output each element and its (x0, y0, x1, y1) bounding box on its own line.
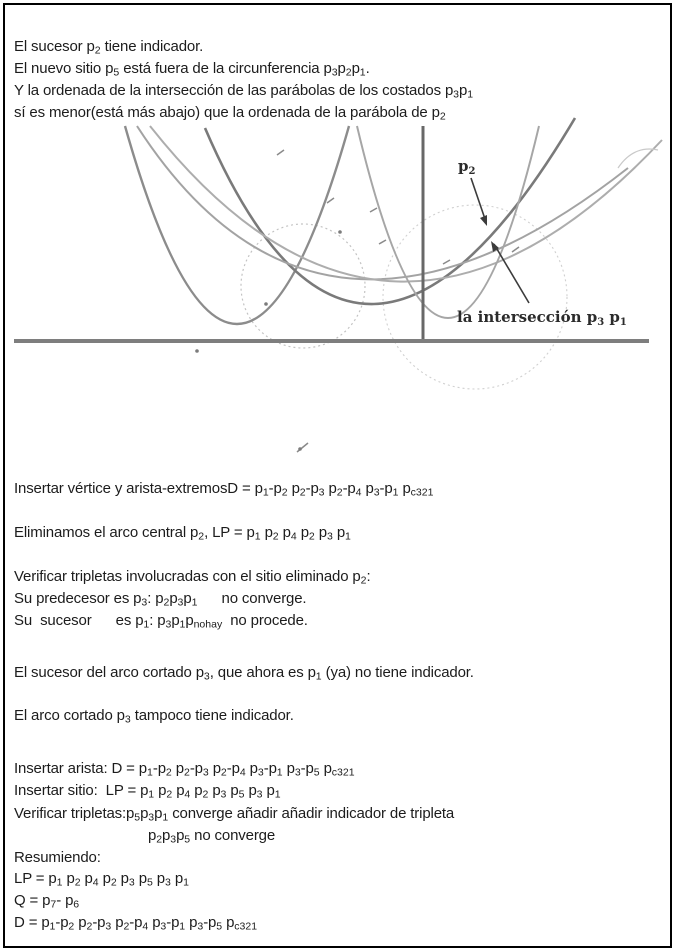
text-line: $Q = p_7-$ $p_6$ (14, 892, 80, 911)
text-line: Insertar arista: $D = p_1-p_2$ $p_2-p_3$ $p_2-p_4$ $p_3-p_1$ $p_3-p_5$ $p_{c321}$ (14, 760, 355, 779)
text-line: Su predecesor es $p_3$: $p_2p_3p_1$ no converge. (14, 590, 307, 609)
text-line: Insertar sitio: LP = $p_1$ $p_2$ $p_4$ $p_2$ $p_3$ $p_5$ $p_3$ $p_1$ (14, 782, 281, 801)
text-line: $D = p_1-p_2$ $p_2-p_3$ $p_2-p_4$ $p_3-p_1$ $p_3-p_5$ $p_{c321}$ (14, 914, 258, 933)
paragraph-line: El sucesor $p_2$ tiene indicador. (14, 38, 204, 57)
p2-label: $p_2$ (458, 157, 476, 177)
paragraph-line: El nuevo sitio $p_5$ está fuera de la circunferencia $p_3p_2p_1$. (14, 60, 370, 79)
parabola-p4-curve (357, 126, 539, 318)
text-line: Verificar tripletas involucradas con el sitio eliminado $p_2$: (14, 568, 371, 587)
text-line: Verificar $tripletas:p_5p_3p_1$ converge añadir añadir indicador de tripleta (14, 805, 455, 824)
text-line: El sucesor del arco cortado $p_3$, que ahora es $p_1$ (ya) no tiene indicador. (14, 664, 474, 683)
parabola-p2-curve (205, 118, 575, 304)
text-line: Resumiendo: (14, 849, 101, 866)
parabola-wide-curve (150, 126, 662, 282)
parabola-p1-curve (137, 126, 628, 279)
paragraph-line: sí es menor(está más abajo) que la ordenada de la parábola de $p_2$ (14, 104, 446, 123)
circumcircle-small (241, 224, 365, 348)
p2-callout-arrow (471, 178, 487, 226)
text-line: Su sucesor es $p_1$: $p_3p_1p_{nohay}$ no procede. (14, 612, 308, 631)
interseccion-label: la intersección $p_3$ $p_1$ (457, 308, 627, 328)
text-line: El arco cortado $p_3$ tampoco tiene indicador. (14, 707, 294, 726)
text-line: Eliminamos el arco central $p_2$, LP = $p_1$ $p_2$ $p_4$ $p_2$ $p_3$ $p_1$ (14, 524, 351, 543)
text-line-indented: $p_2p_3p_5$ no converge (148, 827, 276, 846)
text-line: LP = $p_1$ $p_2$ $p_4$ $p_2$ $p_3$ $p_5$ $p_3$ $p_1$ (14, 870, 189, 889)
paragraph-line: Y la ordenada de la intersección de las parábolas de los costados $p_3p_1$ (14, 82, 474, 101)
text-line: Insertar vértice y arista-extremosD = $p_1-p_2$ $p_2-p_3$ $p_2-p_4$ $p_3-p_1$ $p_{c321}$ (14, 480, 434, 499)
